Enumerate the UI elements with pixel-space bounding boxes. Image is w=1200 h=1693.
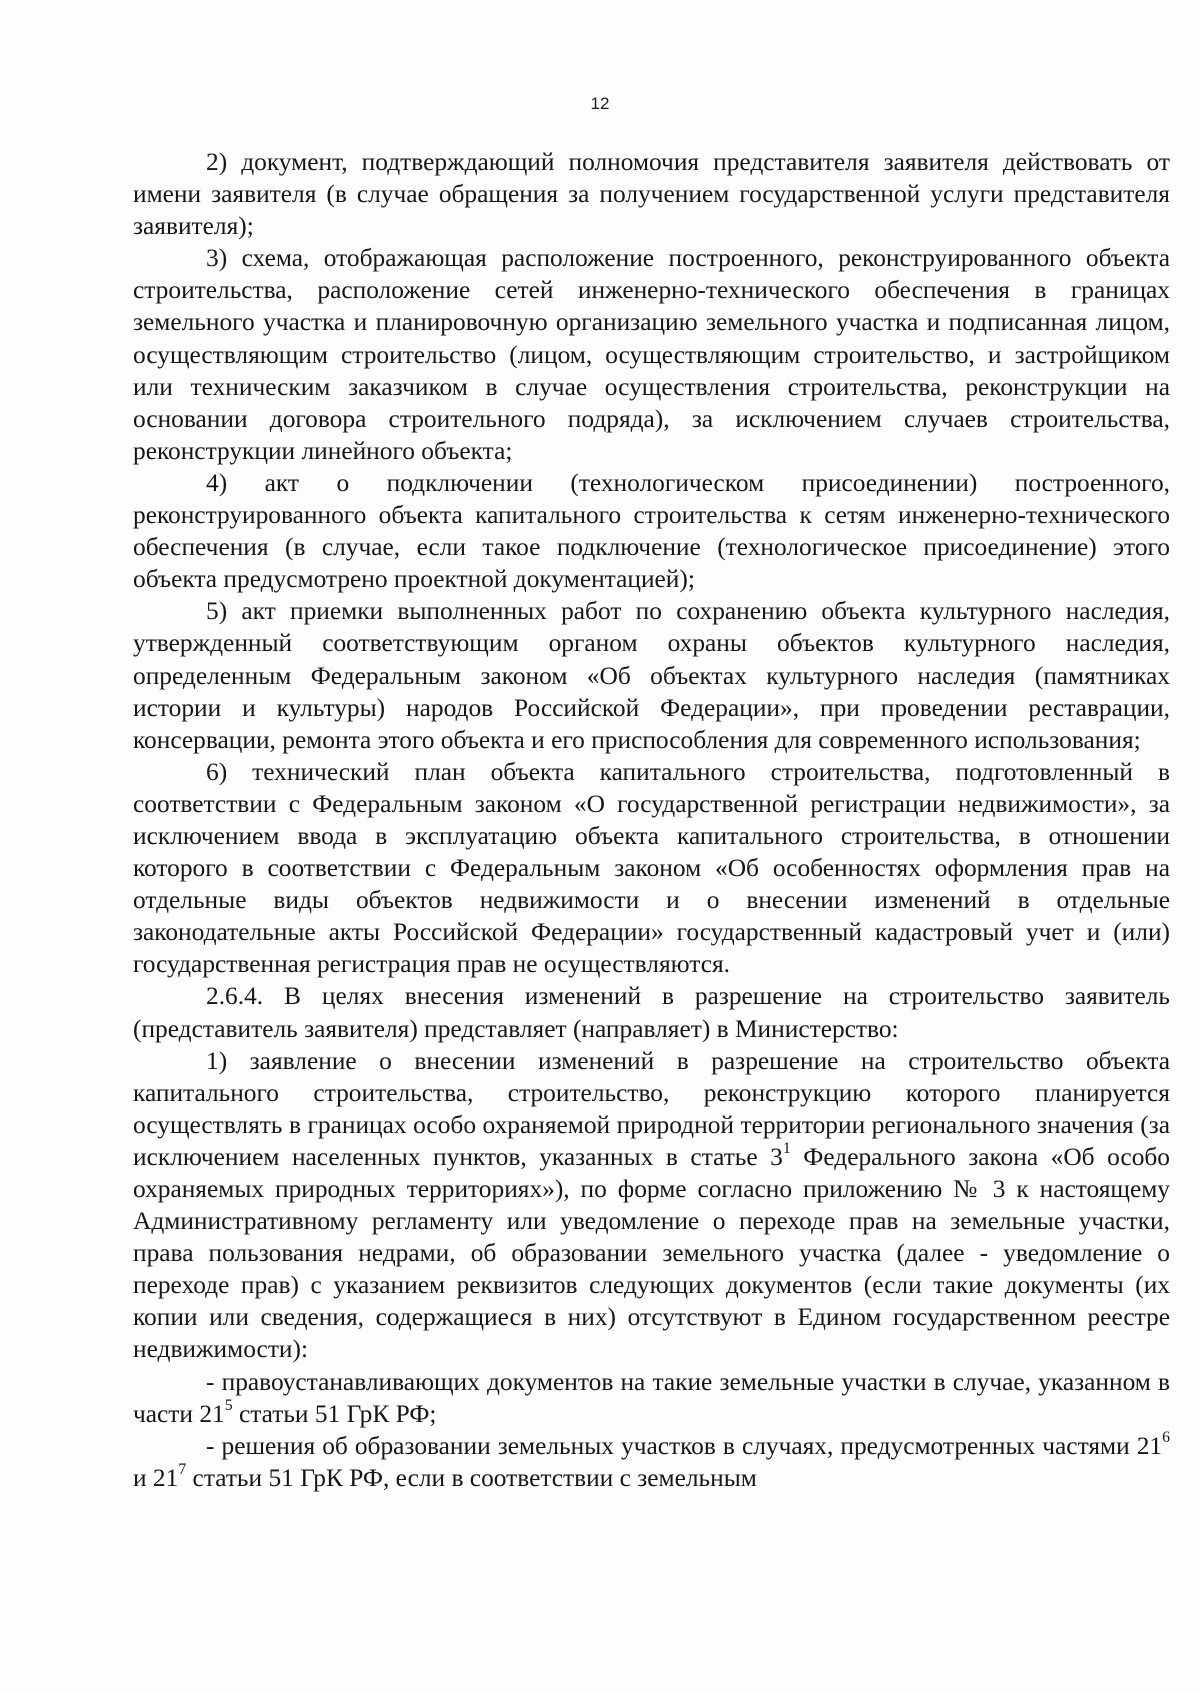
paragraph-text-part: - решения об образовании земельных участков в случаях, предусмотренных частями 21	[206, 1431, 1163, 1460]
paragraph-text-part: и 21	[133, 1463, 179, 1492]
document-body	[133, 146, 1170, 1494]
paragraph-item-2-power-of-attorney: 2) документ, подтверждающий полномочия представителя заявителя действовать от имени заявителя (в случае обращения за получением государственной услуги представителя заявителя);	[133, 148, 1170, 241]
paragraph-dash-land-formation-decision	[133, 1430, 1170, 1494]
superscript-index: 6	[1162, 1428, 1170, 1446]
paragraph-item-4-connection-act: 4) акт о подключении (технологическом присоединении) построенного, реконструированного объекта капитального строительства к сетям инженерно-технического обеспечения (в случае, если такое подключение (технологическое присоединение) этого объекта предусмотрено проектной документацией);	[133, 468, 1170, 594]
paragraph-text-part: статьи 51 ГрК РФ;	[232, 1399, 437, 1428]
paragraph-item-1-amendment-application	[133, 1045, 1170, 1366]
paragraph-text-part: 1) заявление о внесении изменений в разрешение на строительство объекта капитального строительства, строительство, реконструкцию которого планируется осуществлять в границах особо охраняемой природной территории регионального значения (за исключением населенных пунктов, указанных в статье 3	[133, 1046, 1170, 1171]
paragraph-item-6-technical-plan: 6) технический план объекта капитального строительства, подготовленный в соответствии с Федеральным законом «О государственной регистрации недвижимости», за исключением ввода в эксплуатацию объекта капитального строительства, в отношении которого в соответствии с Федеральным законом «Об особенностях оформления прав на отдельные виды объектов недвижимости и о внесении изменений в отдельные законодательные акты Российской Федерации» государственный кадастровый учет и (или) государственная регистрация прав не осуществляются.	[133, 757, 1170, 979]
superscript-index: 1	[782, 1140, 791, 1158]
paragraph-item-3-site-scheme: 3) схема, отображающая расположение построенного, реконструированного объекта строительства, расположение сетей инженерно-технического обеспечения в границах земельного участка и планировочную организацию земельного участка и подписанная лицом, осуществляющим строительство (лицом, осуществляющим строительство, и застройщиком или техническим заказчиком в случае осуществления строительства, реконструкции на основании договора строительного подряда), за исключением случаев строительства, реконструкции линейного объекта;	[133, 244, 1170, 465]
paragraph-text-part: - правоустанавливающих документов на такие земельные участки в случае, указанном в части 21	[133, 1367, 1170, 1428]
paragraph-text-part: Федерального закона «Об особо охраняемых природных территориях»), по форме согласно приложению № 3 к настоящему Административному регламенту или уведомление о переходе прав на земельные участки, права пользования недрами, об образовании земельного участка (далее - уведомление о переходе прав) с указанием реквизитов следующих документов (если такие документы (их копии или сведения, содержащиеся в них) отсутствуют в Едином государственном реестре недвижимости):	[133, 1142, 1171, 1364]
superscript-index: 5	[224, 1396, 233, 1414]
paragraph-item-5-heritage-acceptance-act: 5) акт приемки выполненных работ по сохранению объекта культурного наследия, утвержденный соответствующим органом охраны объектов культурного наследия, определенным Федеральным законом «Об объектах культурного наследия (памятниках истории и культуры) народов Российской Федерации», при проведении реставрации, консервации, ремонта этого объекта и его приспособления для современного использования;	[133, 597, 1170, 754]
superscript-index: 7	[178, 1461, 187, 1479]
page-number: 12	[590, 94, 610, 113]
paragraph-text-part: статьи 51 ГрК РФ, если в соответствии с земельным	[186, 1463, 757, 1492]
paragraph-section-2-6-4: 2.6.4. В целях внесения изменений в разрешение на строительство заявитель (представитель заявителя) представляет (направляет) в Министерство:	[133, 982, 1170, 1043]
paragraph-dash-title-documents	[133, 1366, 1170, 1430]
